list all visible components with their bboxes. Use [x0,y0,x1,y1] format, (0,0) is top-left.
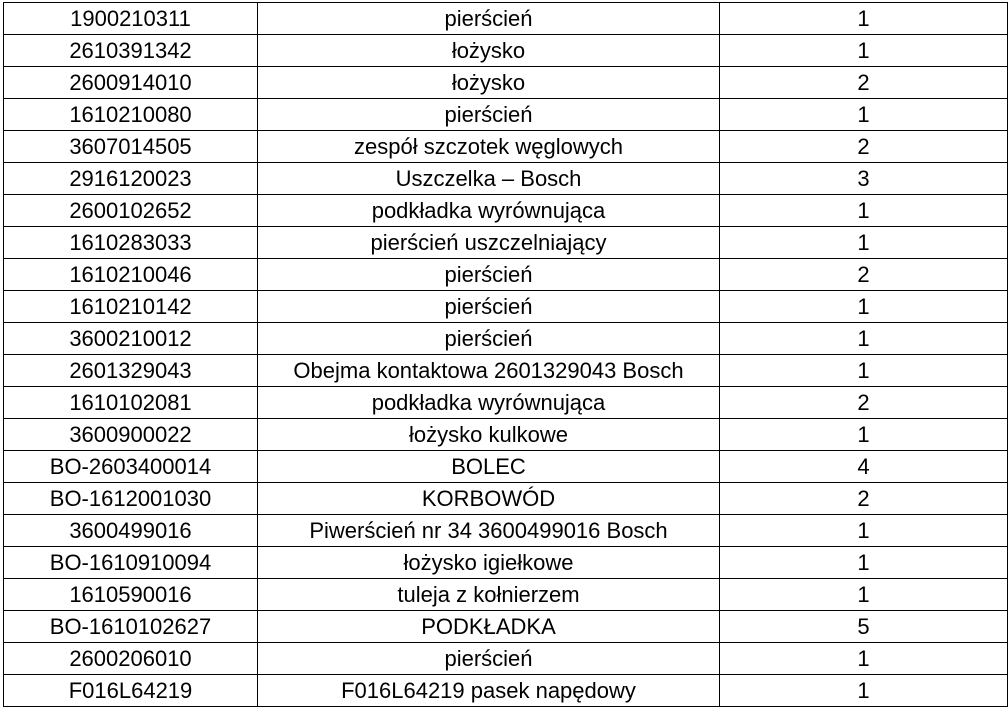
part-name-cell: pierścień uszczelniający [258,227,720,259]
table-row [4,99,1008,131]
table-row [4,3,1008,35]
part-code-cell: 1610590016 [4,579,258,611]
part-name-cell: pierścień [258,291,720,323]
quantity-cell: 1 [720,195,1008,227]
quantity-cell: 1 [720,291,1008,323]
part-code-cell: 3600210012 [4,323,258,355]
part-name-cell: podkładka wyrównująca [258,387,720,419]
quantity-cell: 2 [720,67,1008,99]
quantity-cell: 1 [720,35,1008,67]
table-row [4,355,1008,387]
table-row [4,291,1008,323]
part-name-cell: łożysko kulkowe [258,419,720,451]
part-name-cell: podkładka wyrównująca [258,195,720,227]
part-code-cell: 1610210046 [4,259,258,291]
table-row [4,131,1008,163]
part-code-cell: 1900210311 [4,3,258,35]
table-row [4,547,1008,579]
quantity-cell: 1 [720,419,1008,451]
quantity-cell: 2 [720,259,1008,291]
quantity-cell: 5 [720,611,1008,643]
table-row [4,579,1008,611]
table-row [4,643,1008,675]
quantity-cell: 2 [720,483,1008,515]
quantity-cell: 1 [720,323,1008,355]
table-row [4,259,1008,291]
part-name-cell: zespół szczotek węglowych [258,131,720,163]
part-name-cell: tuleja z kołnierzem [258,579,720,611]
table-row [4,483,1008,515]
quantity-cell: 1 [720,227,1008,259]
part-name-cell: łożysko [258,67,720,99]
table-row [4,163,1008,195]
table-row [4,387,1008,419]
quantity-cell: 1 [720,547,1008,579]
part-name-cell: KORBOWÓD [258,483,720,515]
part-code-cell: 2601329043 [4,355,258,387]
part-name-cell: PODKŁADKA [258,611,720,643]
part-code-cell: BO-1610910094 [4,547,258,579]
quantity-cell: 1 [720,675,1008,707]
table-row [4,451,1008,483]
part-name-cell: Piwerścień nr 34 3600499016 Bosch [258,515,720,547]
table-row [4,611,1008,643]
part-name-cell: łożysko igiełkowe [258,547,720,579]
table-row [4,419,1008,451]
table-row [4,323,1008,355]
part-name-cell: pierścień [258,99,720,131]
table-row [4,675,1008,707]
part-code-cell: 2600914010 [4,67,258,99]
part-name-cell: Obejma kontaktowa 2601329043 Bosch [258,355,720,387]
quantity-cell: 1 [720,99,1008,131]
part-name-cell: pierścień [258,3,720,35]
quantity-cell: 2 [720,387,1008,419]
part-name-cell: F016L64219 pasek napędowy [258,675,720,707]
part-code-cell: 2610391342 [4,35,258,67]
part-code-cell: 1610102081 [4,387,258,419]
part-code-cell: 3607014505 [4,131,258,163]
quantity-cell: 1 [720,3,1008,35]
quantity-cell: 1 [720,579,1008,611]
part-code-cell: BO-2603400014 [4,451,258,483]
part-code-cell: BO-1610102627 [4,611,258,643]
part-name-cell: BOLEC [258,451,720,483]
quantity-cell: 3 [720,163,1008,195]
part-code-cell: 2600102652 [4,195,258,227]
table-row [4,195,1008,227]
part-code-cell: 1610210080 [4,99,258,131]
part-name-cell: łożysko [258,35,720,67]
part-name-cell: Uszczelka – Bosch [258,163,720,195]
quantity-cell: 4 [720,451,1008,483]
parts-table [3,2,1008,707]
table-row [4,35,1008,67]
quantity-cell: 1 [720,515,1008,547]
part-code-cell: 2916120023 [4,163,258,195]
part-code-cell: 3600499016 [4,515,258,547]
quantity-cell: 2 [720,131,1008,163]
part-code-cell: F016L64219 [4,675,258,707]
table-row [4,67,1008,99]
quantity-cell: 1 [720,355,1008,387]
table-row [4,227,1008,259]
quantity-cell: 1 [720,643,1008,675]
part-code-cell: 1610283033 [4,227,258,259]
parts-table-body [4,3,1008,707]
part-name-cell: pierścień [258,259,720,291]
table-row [4,515,1008,547]
part-code-cell: 2600206010 [4,643,258,675]
part-code-cell: 3600900022 [4,419,258,451]
part-name-cell: pierścień [258,323,720,355]
part-name-cell: pierścień [258,643,720,675]
part-code-cell: 1610210142 [4,291,258,323]
part-code-cell: BO-1612001030 [4,483,258,515]
